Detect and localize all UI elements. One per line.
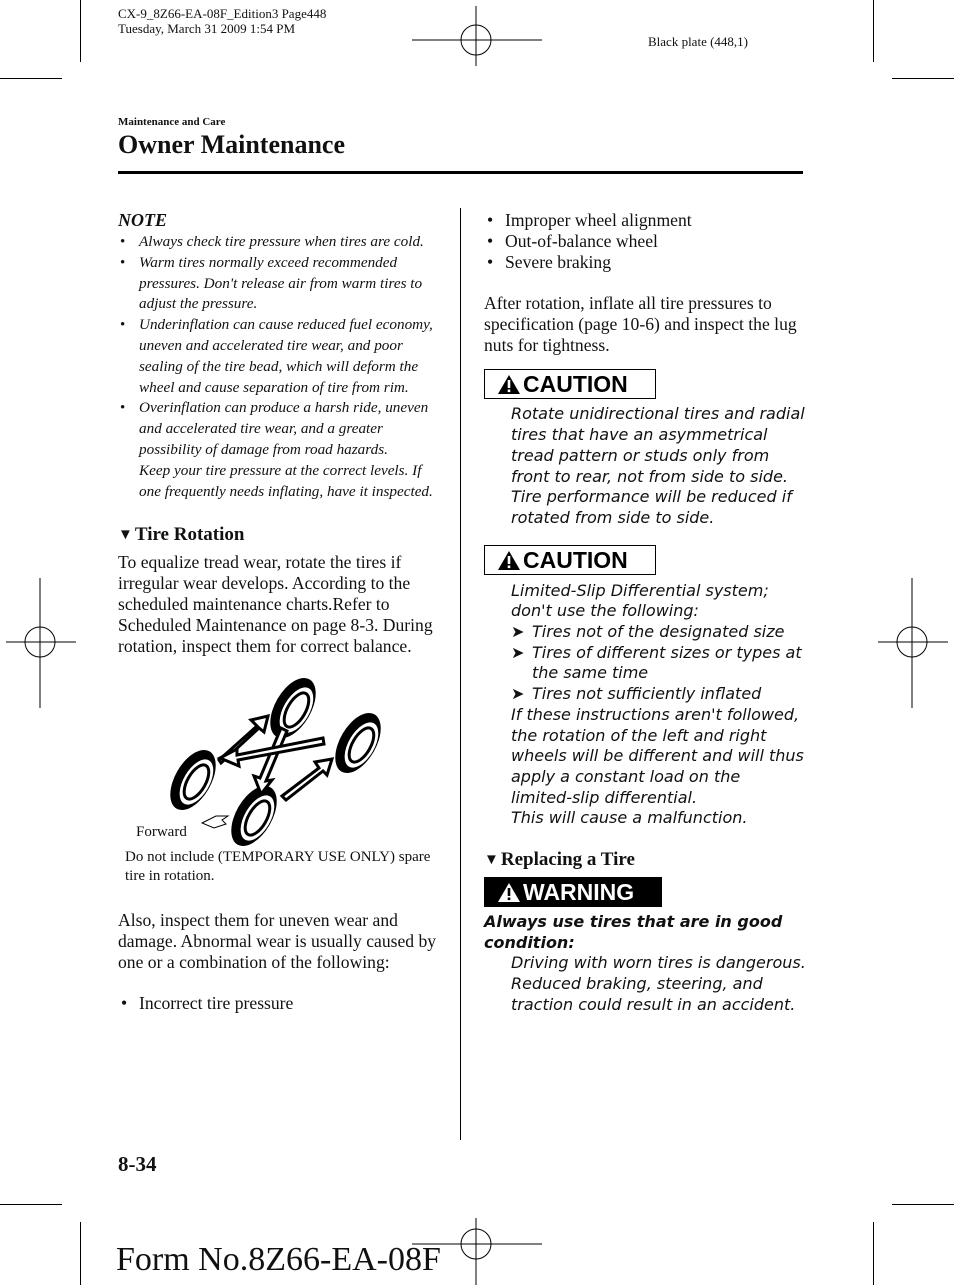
note-item: • Underinflation can cause reduced fuel economy, uneven and accelerated tire wear, and poor sealing of the tire bead, which will deform the wheel and cause separation of tire from rim. [118,315,443,398]
cause-item: • Severe braking [484,252,806,273]
crop-mark [80,0,81,62]
triangle-down-icon: ▼ [484,852,499,869]
arrow-bullet-icon: ➤ [511,622,525,642]
warning-text: Driving with worn tires is dangerous. Reduced braking, steering, and traction could result in an accident. [511,953,806,1014]
form-number: Form No.8Z66-EA-08F [116,1241,441,1278]
tire-front-right [261,671,325,746]
cause-item: • Improper wheel alignment [484,210,806,231]
tire-rotation-heading-text: Tire Rotation [134,524,245,546]
left-column [118,210,443,1014]
figure-caption: Do not include (TEMPORARY USE ONLY) spare tire in rotation. [125,849,431,885]
causes-list-left [118,993,443,1014]
arrow-bullet-icon: ➤ [511,684,525,704]
caution-2-item [511,643,806,684]
warning-label [484,877,662,907]
tire-rotation-figure [118,670,443,885]
note-item: • Always check tire pressure when tires are cold. [118,232,443,253]
forward-arrow-icon [202,816,228,828]
caution-label [484,369,656,399]
note-item-text: Overinflation can produce a harsh ride, uneven and accelerated tire wear, and a greater possibility of damage from road hazards. [139,399,429,458]
warning-triangle-icon [497,550,521,571]
warning-triangle-icon [497,374,521,395]
tire-rotation-intro: To equalize tread wear, rotate the tires if irregular wear develops. According to the scheduled maintenance charts.Refer to Scheduled Maintenance on page 8-3. During rotation, inspect them for correct balance. [118,552,433,656]
section-label: Maintenance and Care [118,116,226,128]
caution-label-text: CAUTION [523,546,628,573]
replacing-tire-heading [484,849,806,871]
crop-mark [892,1204,954,1205]
note-item [118,398,443,502]
caution-label [484,545,656,575]
registration-mark-right [878,578,948,708]
triangle-down-icon: ▼ [118,527,133,544]
caution-block-1 [484,369,806,528]
forward-label: Forward [136,824,187,841]
caution-2-item [511,622,806,643]
page-number: 8-34 [118,1152,157,1176]
warning-title: Always use tires that are in good condition: [484,912,783,952]
right-column [484,210,806,1016]
caution-label-text: CAUTION [523,371,628,398]
arrow-rl-to-rr [282,759,332,800]
print-header-file: CX-9_8Z66-EA-08F_Edition3 Page448 [118,6,327,21]
tire-rear-right [326,706,390,781]
caution-2-intro: Limited-Slip Differential system; don't use the following: [511,580,769,621]
after-rotation-text: After rotation, inflate all tire pressures to specification (page 10-6) and inspect the lug nuts for tightness. [484,293,797,355]
tire-front-left [161,743,225,818]
crop-mark [873,1222,874,1285]
arrow-fr-to-rl [254,728,287,794]
cause-item: • Incorrect tire pressure [118,993,443,1014]
crop-mark [80,1222,81,1285]
caution-block-2 [484,545,806,829]
caution-2-item-text: Tires of different sizes or types at the same time [532,642,802,683]
replacing-tire-heading-text: Replacing a Tire [500,849,635,871]
tire-rear-left [222,779,286,854]
plate-label: Black plate (448,1) [648,34,748,49]
warning-block [484,877,806,1016]
warning-triangle-icon [497,882,521,903]
page-title: Owner Maintenance [118,130,345,159]
crop-mark [0,78,62,79]
note-title: NOTE [118,210,167,230]
caution-2-item-text: Tires not sufficiently inflated [532,684,762,704]
cause-item: • Out-of-balance wheel [484,231,806,252]
crop-mark [892,78,954,79]
caution-1-text: Rotate unidirectional tires and radial tires that have an asymmetrical tread pattern or studs only from front to rear, not from side to side. Tire performance will be reduced if rotated from side to side. [511,404,805,527]
registration-mark-left [6,578,76,708]
causes-list-right [484,210,806,273]
note-list [118,232,443,502]
tire-rotation-diagram [118,670,443,878]
crop-mark [873,0,874,62]
print-header [118,6,326,36]
also-inspect-text: Also, inspect them for uneven wear and damage. Abnormal wear is usually caused by one or a combination of the following: [118,910,437,972]
caution-2-body [484,581,806,829]
caution-2-result: This will cause a malfunction. [511,808,748,828]
caution-2-item-text: Tires not of the designated size [532,622,785,642]
registration-mark-top [412,6,542,66]
column-divider [460,208,461,1140]
caution-2-consequence: If these instructions aren't followed, the rotation of the left and right wheels will be different and will thus apply a constant load on the limited-slip differential. [511,704,804,807]
note-item: • Warm tires normally exceed recommended pressures. Don't release air from warm tires to adjust the pressure. [118,253,443,315]
caution-2-item [511,684,806,705]
crop-mark [0,1204,62,1205]
arrow-bullet-icon: ➤ [511,642,525,662]
warning-label-text: WARNING [523,879,635,906]
tire-rotation-heading [118,524,443,546]
note-extra: Keep your tire pressure at the correct levels. If one frequently needs inflating, have it inspected. [139,461,433,500]
print-header-date: Tuesday, March 31 2009 1:54 PM [118,21,296,36]
title-rule [118,171,803,174]
